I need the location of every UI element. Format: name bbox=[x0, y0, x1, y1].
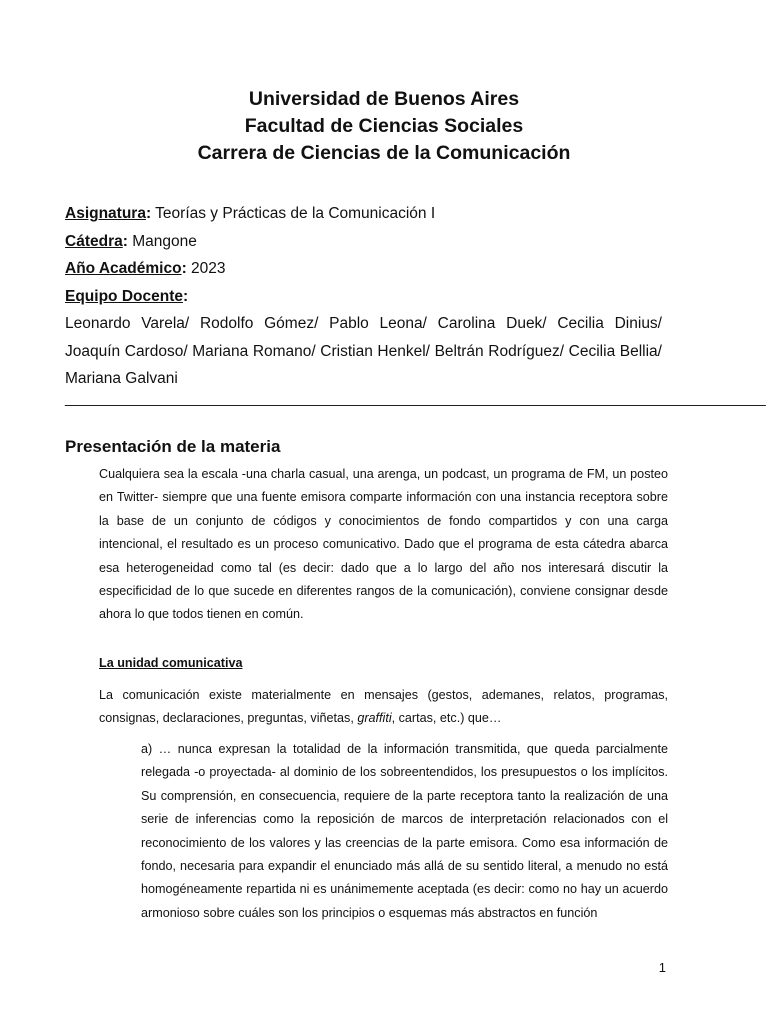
subsection-paragraph bbox=[99, 684, 668, 731]
career-name: Carrera de Ciencias de la Comunicación bbox=[197, 142, 571, 164]
faculty-name: Facultad de Ciencias Sociales bbox=[244, 115, 524, 137]
anio-label: Año Académico bbox=[65, 260, 182, 277]
paragraph-text-start: La comunicación existe materialmente en mensajes (gestos, ademanes, relatos, programas, consignas, declaraciones, preguntas, viñetas, bbox=[99, 688, 668, 726]
catedra-colon: : bbox=[122, 232, 128, 250]
anio-row bbox=[65, 255, 665, 283]
university-name: Universidad de Buenos Aires bbox=[248, 88, 520, 110]
section-title: Presentación de la materia bbox=[65, 437, 281, 456]
asignatura-row bbox=[65, 200, 665, 228]
equipo-value: Leonardo Varela/ Rodolfo Gómez/ Pablo Leona/ Carolina Duek/ Cecilia Dinius/ Joaquín Cardoso/ Mariana Romano/ Cristian Henkel/ Beltrán Rodríguez/ Cecilia Bellia/ Mariana Galvani bbox=[65, 315, 662, 387]
asignatura-colon: : bbox=[145, 205, 152, 222]
paragraph-italic-term: graffiti bbox=[357, 711, 392, 726]
list-item-a: a) … nunca expresan la totalidad de la información transmitida, que queda parcialmente relegada -o proyectada- al dominio de los sobreentendidos, los presupuestos o los implícitos. Su comprensión, en consecuencia, requiere de la parte receptora tanto la realización de una serie de inferencias como la reposición de marcos de interpretación relacionados con el reconocimiento de los valores y las creencias de la parte emisora. Como esa información de fondo, necesaria para expandir el enunciado más allá de su sentido literal, a menudo no está homogéneamente repartida ni es unánimemente aceptada (es decir: como no hay un acuerdo armonioso sobre cuáles son los principios o esquemas más abstractos en función bbox=[141, 742, 668, 920]
equipo-colon: : bbox=[182, 287, 189, 305]
asignatura-label: Asignatura bbox=[65, 205, 146, 222]
catedra-row bbox=[65, 228, 665, 256]
course-metadata bbox=[65, 200, 665, 393]
anio-value: 2023 bbox=[191, 260, 226, 277]
separator-rule: ____________________________________________________________________________________ bbox=[65, 390, 766, 407]
equipo-label: Equipo Docente bbox=[65, 287, 183, 305]
page-number: 1 bbox=[658, 960, 666, 975]
subsection-title: La unidad comunicativa bbox=[99, 656, 243, 670]
catedra-label: Cátedra bbox=[65, 232, 123, 250]
equipo-row bbox=[65, 283, 665, 311]
paragraph-text-end: , cartas, etc.) que… bbox=[391, 711, 502, 726]
asignatura-value: Teorías y Prácticas de la Comunicación I bbox=[155, 205, 436, 222]
section-paragraph: Cualquiera sea la escala -una charla casual, una arenga, un podcast, un programa de FM, un posteo en Twitter- siempre que una fuente emisora comparte información con una instancia receptora sobre la base de un conjunto de códigos y conocimientos de fondo compartidos y con una carga intencional, el resultado es un proceso comunicativo. Dado que el programa de esta cátedra abarca esa heterogeneidad como tal (es decir: dado que a lo largo del año nos interesará discutir la especificidad de lo que sucede en diferentes rangos de la comunicación), conviene consignar desde ahora lo que todos tienen en común. bbox=[99, 467, 668, 622]
catedra-value: Mangone bbox=[132, 232, 197, 250]
anio-colon: : bbox=[181, 260, 187, 277]
document-header bbox=[0, 86, 768, 167]
